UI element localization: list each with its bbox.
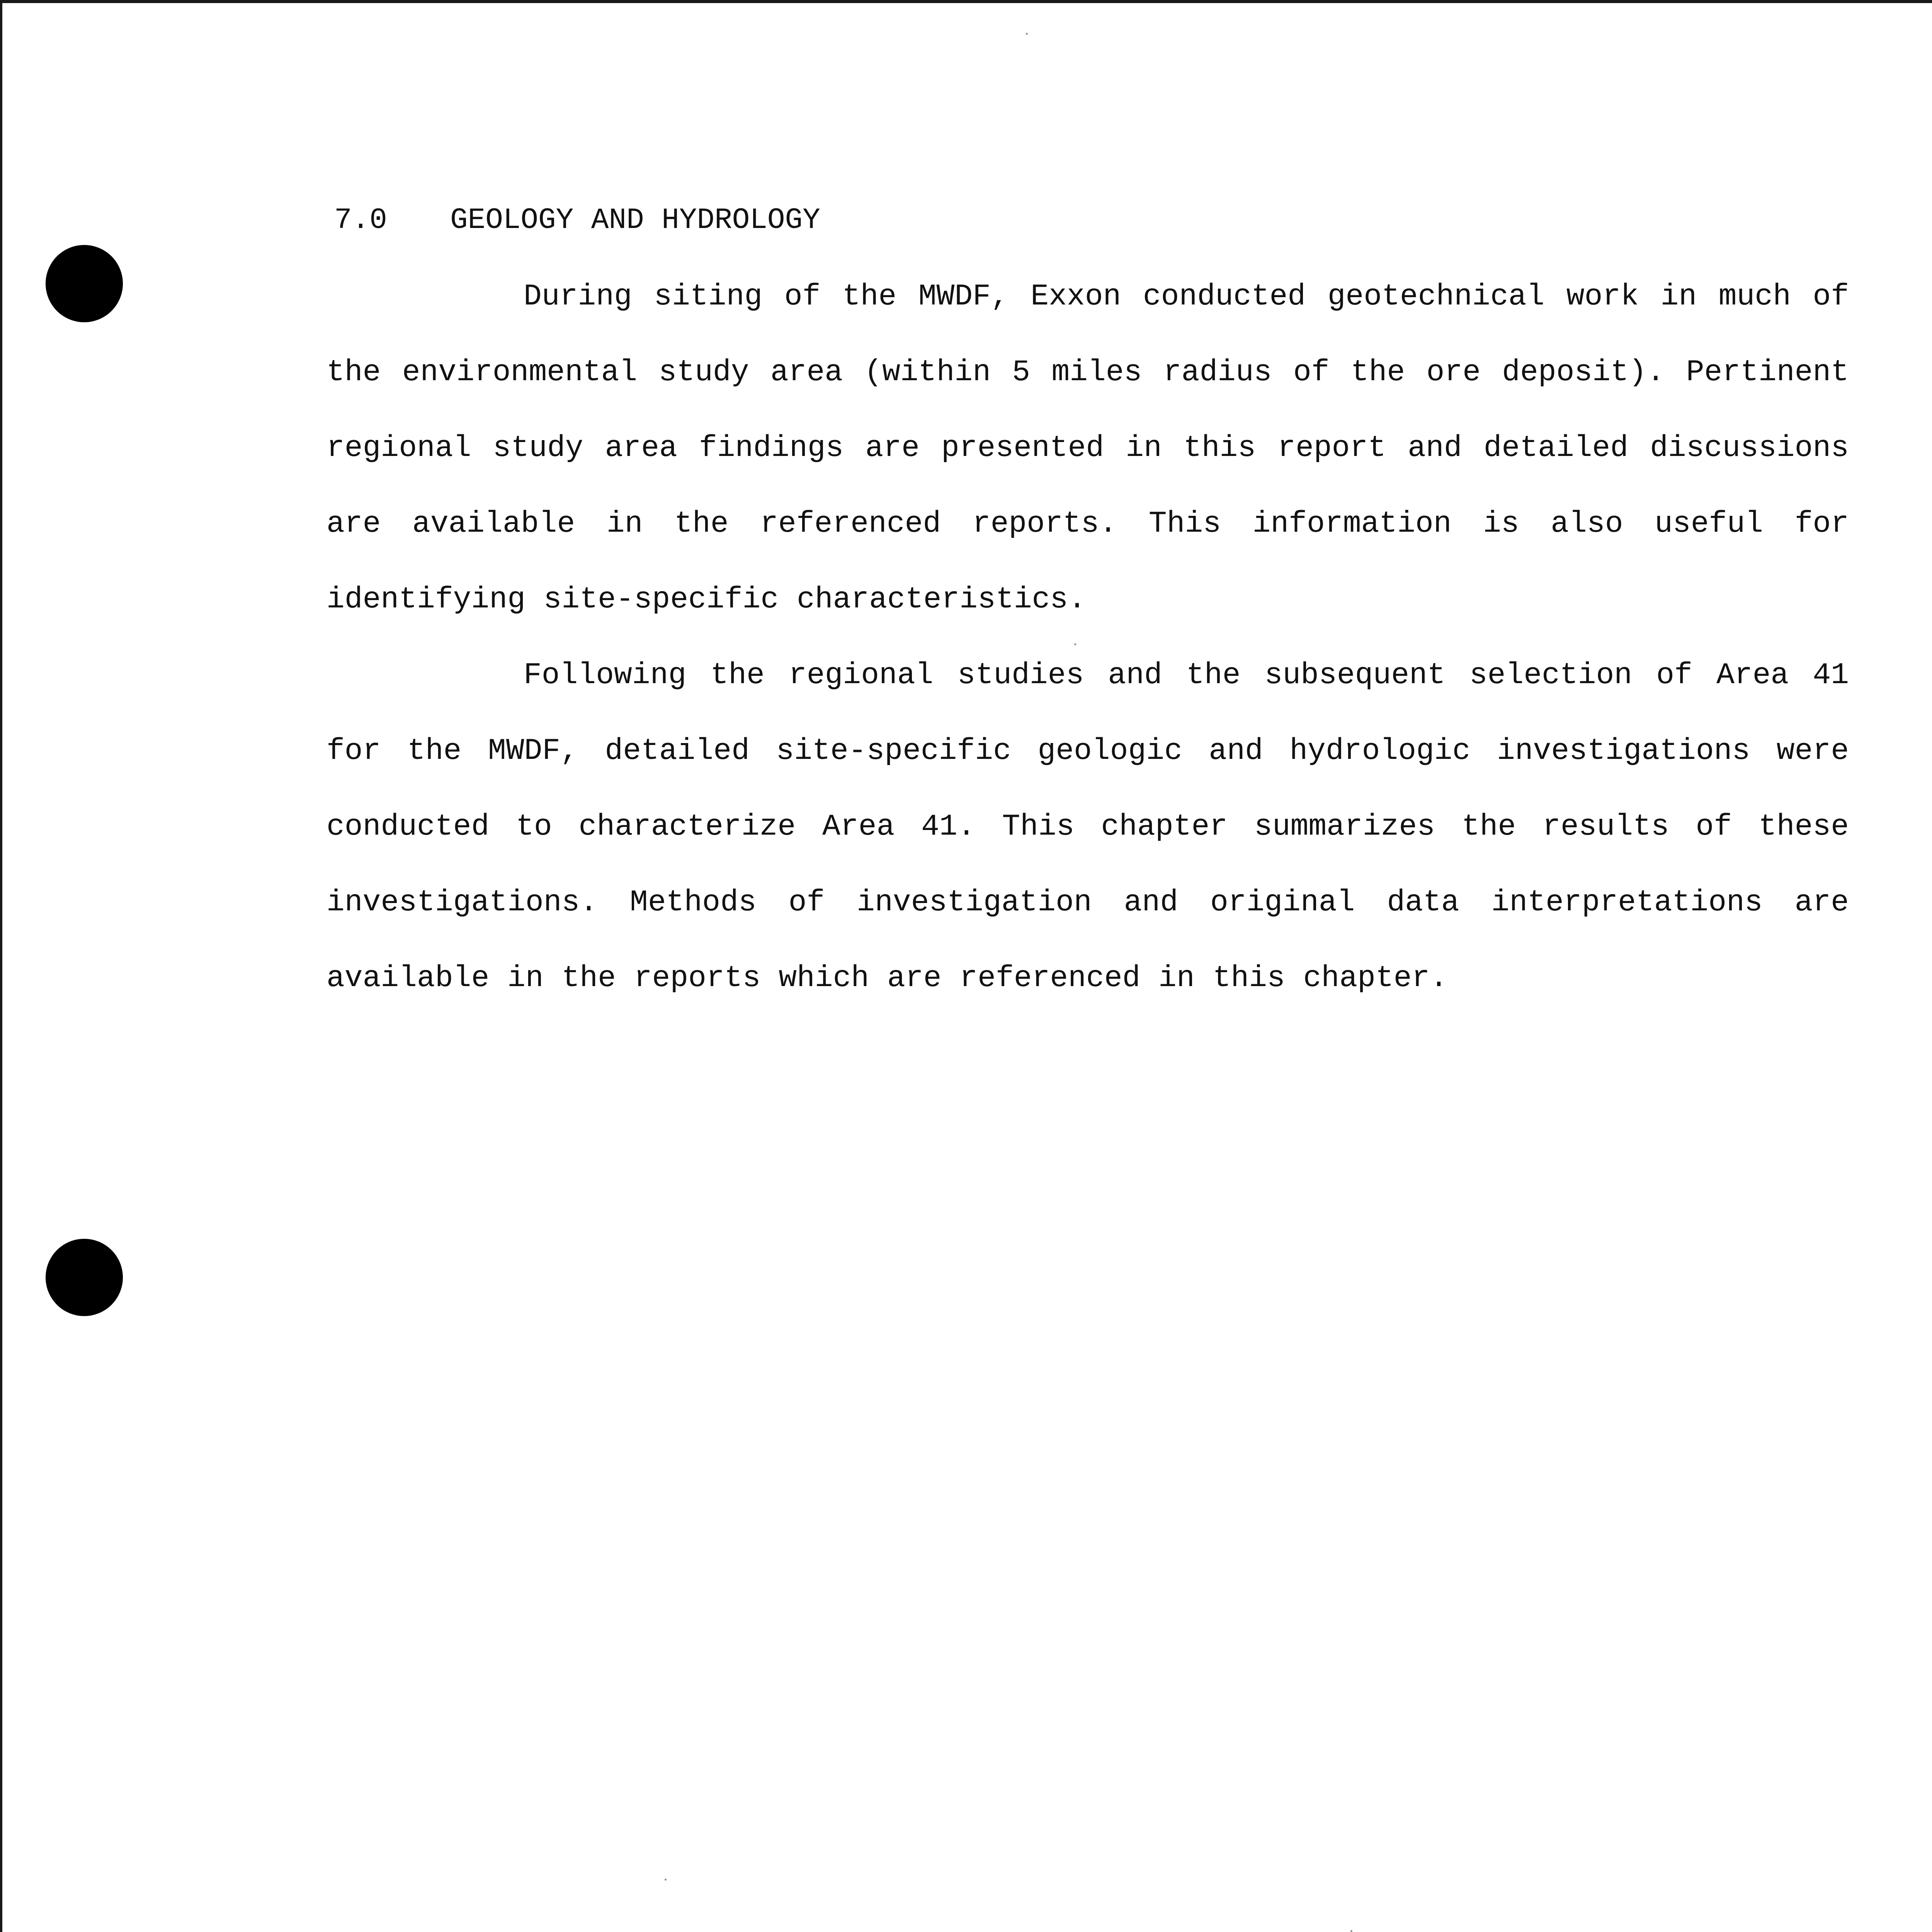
punch-hole-middle [46,1239,123,1316]
main-content [327,193,1849,1016]
scan-speck [1350,1930,1352,1932]
scan-speck [1026,33,1028,35]
scan-edge-left [0,0,2,1932]
body-paragraph-2: Following the regional studies and the subsequent selection of Area 41 for the MWDF, detailed site-specific geologic and hydrologic investigations were conducted to characterize Area 41. This chapter summarizes the results of these investigations. Methods of investigation and original data interpretations are available in the reports which are referenced in this chapter. [327,658,1849,995]
section-title: GEOLOGY AND HYDROLOGY [450,204,820,237]
scan-edge-top [0,0,1932,3]
body-paragraph-1: During siting of the MWDF, Exxon conducted geotechnical work in much of the environmental study area (within 5 miles radius of the ore deposit). Pertinent regional study area findings are presented in this report and detailed discussions are available in the referenced reports. This information is also useful for identifying site-specific characteristics. [327,280,1849,617]
section-number: 7.0 [334,204,387,237]
scan-speck [665,1879,667,1881]
punch-hole-top [46,245,123,322]
section-heading [334,193,1849,247]
